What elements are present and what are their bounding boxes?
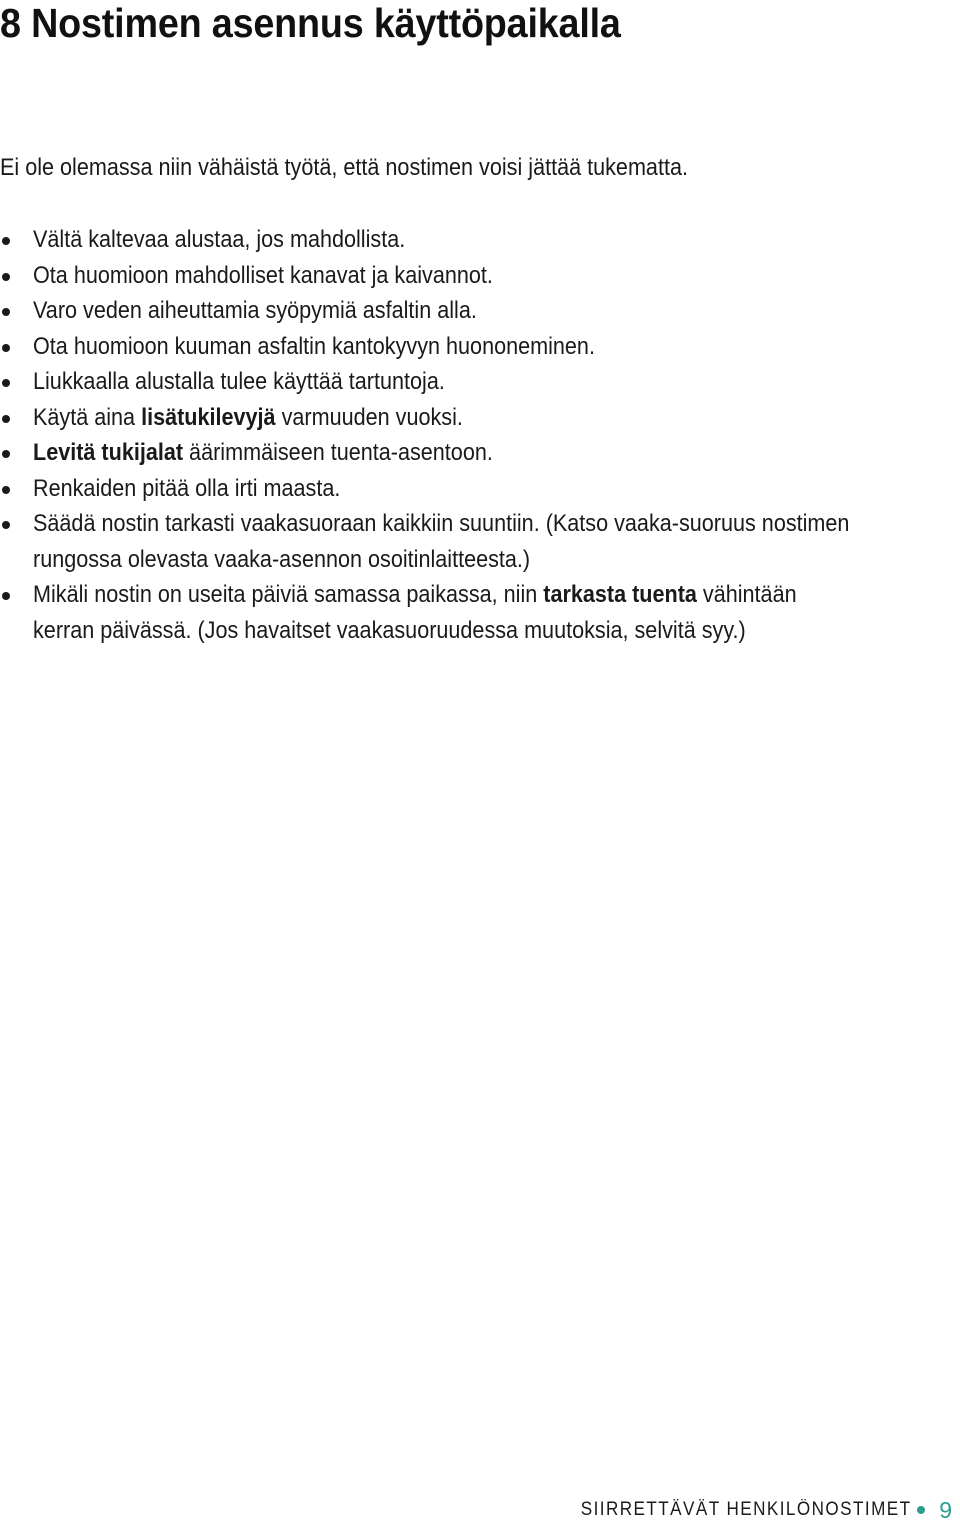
list-item-segment: Renkaiden pitää olla irti maasta.: [33, 474, 341, 502]
bullet-icon: [2, 486, 10, 494]
list-item-segment: Säädä nostin tarkasti vaakasuoraan kaikkiin suuntiin. (Katso vaaka-suoruus nostimen rungossa olevasta vaaka-asennon osoitinlaitteesta.): [33, 510, 850, 573]
bullet-icon: [2, 344, 10, 352]
list-item-text: [33, 329, 861, 365]
emphasis-term: lisätukilevyjä: [141, 403, 276, 431]
list-item-text: [33, 222, 861, 258]
emphasis-term: tarkasta tuenta: [543, 581, 697, 608]
list-item: [0, 577, 900, 648]
list-item-text: [33, 506, 861, 577]
bullet-icon: [2, 450, 10, 458]
bullet-icon: [2, 273, 10, 281]
list-item-text: [33, 435, 861, 471]
list-item: [0, 293, 900, 329]
list-item-segment: Ota huomioon kuuman asfaltin kantokyvyn huononeminen.: [33, 332, 595, 360]
list-item-text: [33, 293, 861, 329]
bullet-icon: [2, 415, 10, 423]
list-item: [0, 400, 900, 436]
list-item-text: [33, 471, 861, 507]
list-item-segment: Varo veden aiheuttamia syöpymiä asfaltin alla.: [33, 297, 477, 324]
list-item: [0, 329, 900, 365]
page-footer: [544, 1494, 952, 1526]
emphasis-term: Levitä tukijalat: [33, 439, 184, 466]
bullet-icon: [2, 237, 10, 245]
list-item-text: [33, 400, 861, 436]
list-item-segment: Vältä kaltevaa alustaa, jos mahdollista.: [33, 226, 406, 253]
list-item-segment: vähintään kerran päivässä. (Jos havaitset vaakasuoruudessa muutoksia, selvitä syy.): [33, 581, 797, 644]
list-item: [0, 506, 900, 577]
page-title: 8 Nostimen asennus käyttöpaikalla: [0, 0, 621, 46]
list-item-segment: varmuuden vuoksi.: [275, 403, 463, 431]
footer-dot-icon: [917, 1506, 925, 1514]
list-item: [0, 222, 900, 258]
list-item: [0, 364, 900, 400]
list-item-segment: äärimmäiseen tuenta-asentoon.: [183, 439, 493, 466]
list-item: [0, 258, 900, 294]
list-item-segment: Liukkaalla alustalla tulee käyttää tartuntoja.: [33, 368, 445, 395]
list-item-text: [33, 577, 861, 648]
list-item-text: [33, 364, 861, 400]
list-item-text: [33, 258, 861, 294]
bullet-icon: [2, 521, 10, 529]
footer-section-label: SIIRRETTÄVÄT HENKILÖNOSTIMET: [580, 1499, 912, 1520]
list-item: [0, 435, 900, 471]
bullet-icon: [2, 308, 10, 316]
bullet-icon: [2, 592, 10, 600]
intro-paragraph: Ei ole olemassa niin vähäistä työtä, että nostimen voisi jättää tukematta.: [0, 154, 688, 181]
list-item-segment: Käytä aina: [33, 403, 142, 431]
list-item-segment: Mikäli nostin on useita päiviä samassa paikassa, niin: [33, 581, 544, 608]
list-item: [0, 471, 900, 507]
list-item-segment: Ota huomioon mahdolliset kanavat ja kaivannot.: [33, 261, 493, 289]
page-number: 9: [939, 1496, 952, 1523]
instruction-list: [0, 222, 900, 648]
bullet-icon: [2, 379, 10, 387]
